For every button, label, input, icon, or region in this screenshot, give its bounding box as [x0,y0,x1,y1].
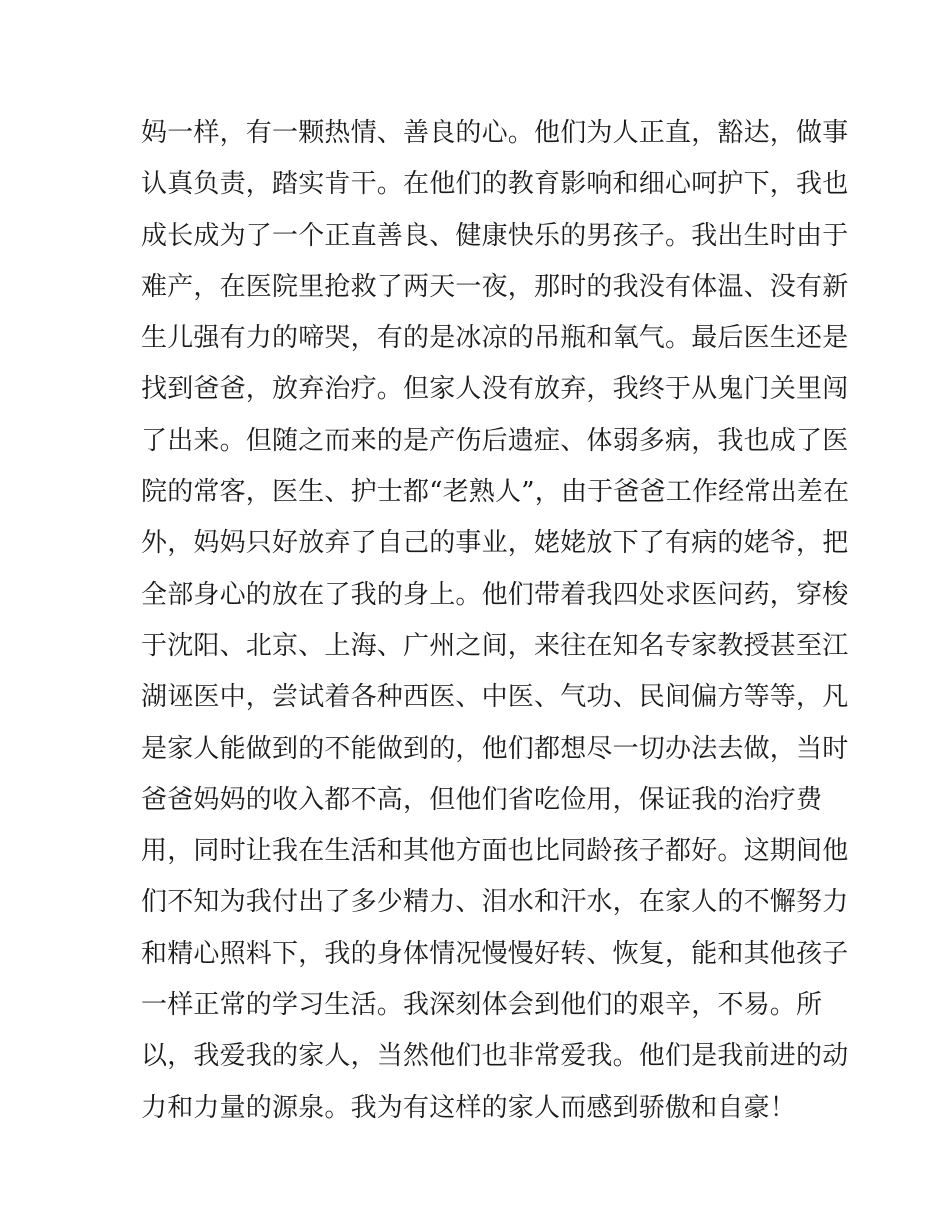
text-line: 于沈阳、北京、上海、广州之间，来往在知名专家教授甚至江 [141,630,849,661]
text-line: 是家人能做到的不能做到的，他们都想尽一切办法去做，当时 [141,733,849,764]
text-line: 找到爸爸，放弃治疗。但家人没有放弃，我终于从鬼门关里闯 [141,374,849,405]
text-line: 爸爸妈妈的收入都不高，但他们省吃俭用，保证我的治疗费 [141,784,823,815]
text-line: 以，我爱我的家人，当然他们也非常爱我。他们是我前进的动 [141,1041,849,1072]
text-line: 妈一样，有一颗热情、善良的心。他们为人正直，豁达，做事 [141,118,849,148]
text-line: 难产，在医院里抢救了两天一夜，那时的我没有体温、没有新 [141,271,849,302]
text-line: 和精心照料下，我的身体情况慢慢好转、恢复，能和其他孩子 [141,938,849,969]
text-line: 了出来。但随之而来的是产伤后遗症、体弱多病，我也成了医 [141,425,849,456]
text-line: 力和力量的源泉。我为有这样的家人而感到骄傲和自豪！ [141,1092,797,1123]
body-text [141,108,850,1134]
text-line: 成长成为了一个正直善良、健康快乐的男孩子。我出生时由于 [141,220,849,251]
text-line: 生儿强有力的啼哭，有的是冰凉的吊瓶和氧气。最后医生还是 [141,323,849,354]
text-line: 湖诬医中，尝试着各种西医、中医、气功、民间偏方等等，凡 [141,682,849,713]
text-line: 们不知为我付出了多少精力、泪水和汗水，在家人的不懈努力 [141,887,849,918]
text-line: 认真负责，踏实肯干。在他们的教育影响和细心呵护下，我也 [141,169,849,200]
text-line: 全部身心的放在了我的身上。他们带着我四处求医问药，穿梭 [141,579,849,610]
text-line: 外，妈妈只好放弃了自己的事业，姥姥放下了有病的姥爷，把 [141,528,849,559]
text-line: 院的常客，医生、护士都“老熟人”，由于爸爸工作经常出差在 [141,477,850,508]
text-line: 用，同时让我在生活和其他方面也比同龄孩子都好。这期间他 [141,836,849,867]
text-line: 一样正常的学习生活。我深刻体会到他们的艰辛，不易。所 [141,990,823,1021]
